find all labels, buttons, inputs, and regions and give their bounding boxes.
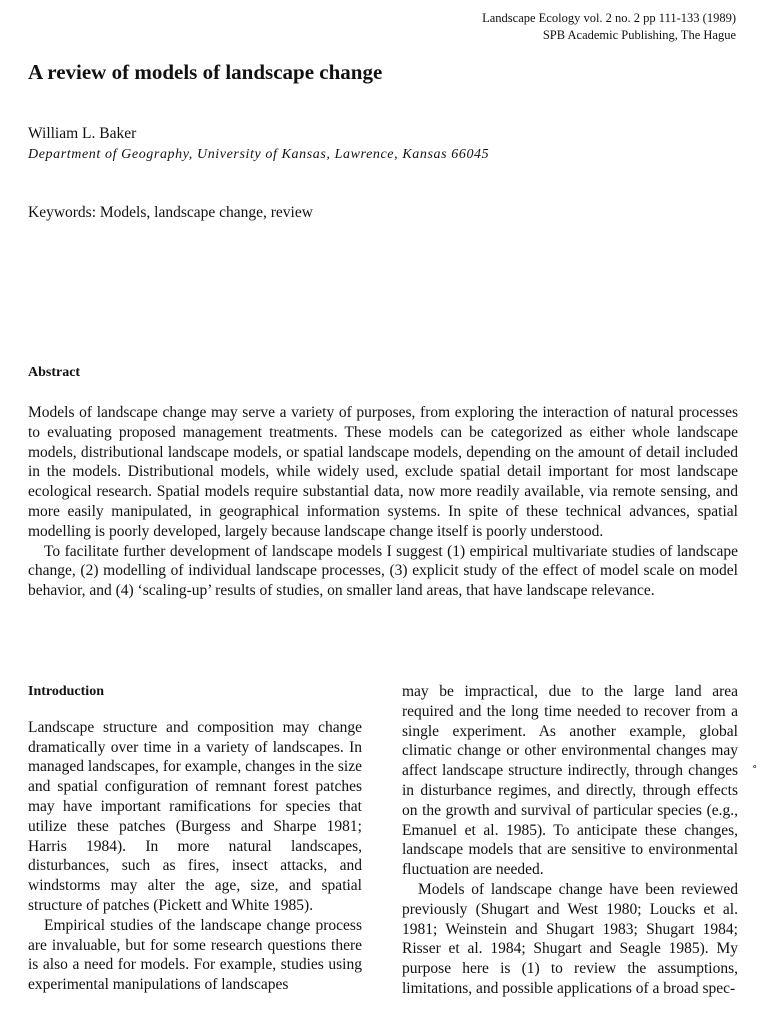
journal-line-2: SPB Academic Publishing, The Hague (542, 28, 736, 42)
journal-citation (482, 10, 736, 44)
abstract-paragraph-2: To facilitate further development of landscape models I suggest (1) empirical multivariate studies of landscape change, (2) modelling of individual landscape processes, (3) explicit study of the effect of model scale on model behavior, and (4) ‘scaling-up’ results of studies, on smaller land areas, that have landscape relevance. (28, 542, 738, 600)
margin-mark: ∘ (752, 761, 758, 773)
left-column (28, 682, 362, 995)
abstract-body (28, 403, 738, 601)
keywords-line: Keywords: Models, landscape change, review (28, 204, 313, 221)
intro-paragraph-4: Models of landscape change have been reviewed previously (Shugart and West 1980; Loucks et al. 1981; Weinstein and Shugart 1983; Shugart 1984; Risser et al. 1984; Shugart and Seagle 1985). My purpose here is (1) to review the assumptions, limitations, and possible applications of a broad spec- (402, 880, 738, 997)
abstract-paragraph-1: Models of landscape change may serve a variety of purposes, from exploring the interaction of natural processes to evaluating proposed management treatments. These models can be categorized as either whole landscape models, distributional landscape models, or spatial landscape models, depending on the amount of detail included in the models. Distributional models, while widely used, exclude spatial detail important for most landscape ecological research. Spatial models require substantial data, now more readily available, via remote sensing, and more easily manipulated, in geographical information systems. In spite of these technical advances, spatial modelling is poorly developed, largely because landscape change itself is poorly understood. (28, 404, 738, 540)
author-name: William L. Baker (28, 125, 137, 142)
abstract-heading: Abstract (28, 365, 81, 380)
intro-paragraph-2: Empirical studies of the landscape change process are invaluable, but for some research questions there is also a need for models. For example, studies using experimental manipulations of landscapes (28, 916, 362, 994)
right-column (402, 682, 738, 999)
author-affiliation: Department of Geography, University of Kansas, Lawrence, Kansas 66045 (28, 147, 490, 162)
article-title: A review of models of landscape change (28, 60, 383, 84)
journal-line-1: Landscape Ecology vol. 2 no. 2 pp 111-133 (1989) (482, 11, 736, 25)
intro-paragraph-3: may be impractical, due to the large land area required and the long time needed to recover from a single experiment. As another example, global climatic change or other environmental changes may affect landscape structure indirectly, through changes in disturbance regimes, and directly, through effects on the growth and survival of particular species (e.g., Emanuel et al. 1985). To anticipate these changes, landscape models that are sensitive to environmental fluctuation are needed. (402, 683, 738, 879)
intro-paragraph-1: Landscape structure and composition may change dramatically over time in a variety of landscapes. In managed landscapes, for example, changes in the size and spatial configuration of remnant forest patches may have important ramifications for species that utilize these patches (Burgess and Sharpe 1981; Harris 1984). In more natural landscapes, disturbances, such as fires, insect attacks, and windstorms may alter the age, size, and spatial structure of patches (Pickett and White 1985). (28, 718, 362, 914)
introduction-heading: Introduction (28, 684, 104, 699)
